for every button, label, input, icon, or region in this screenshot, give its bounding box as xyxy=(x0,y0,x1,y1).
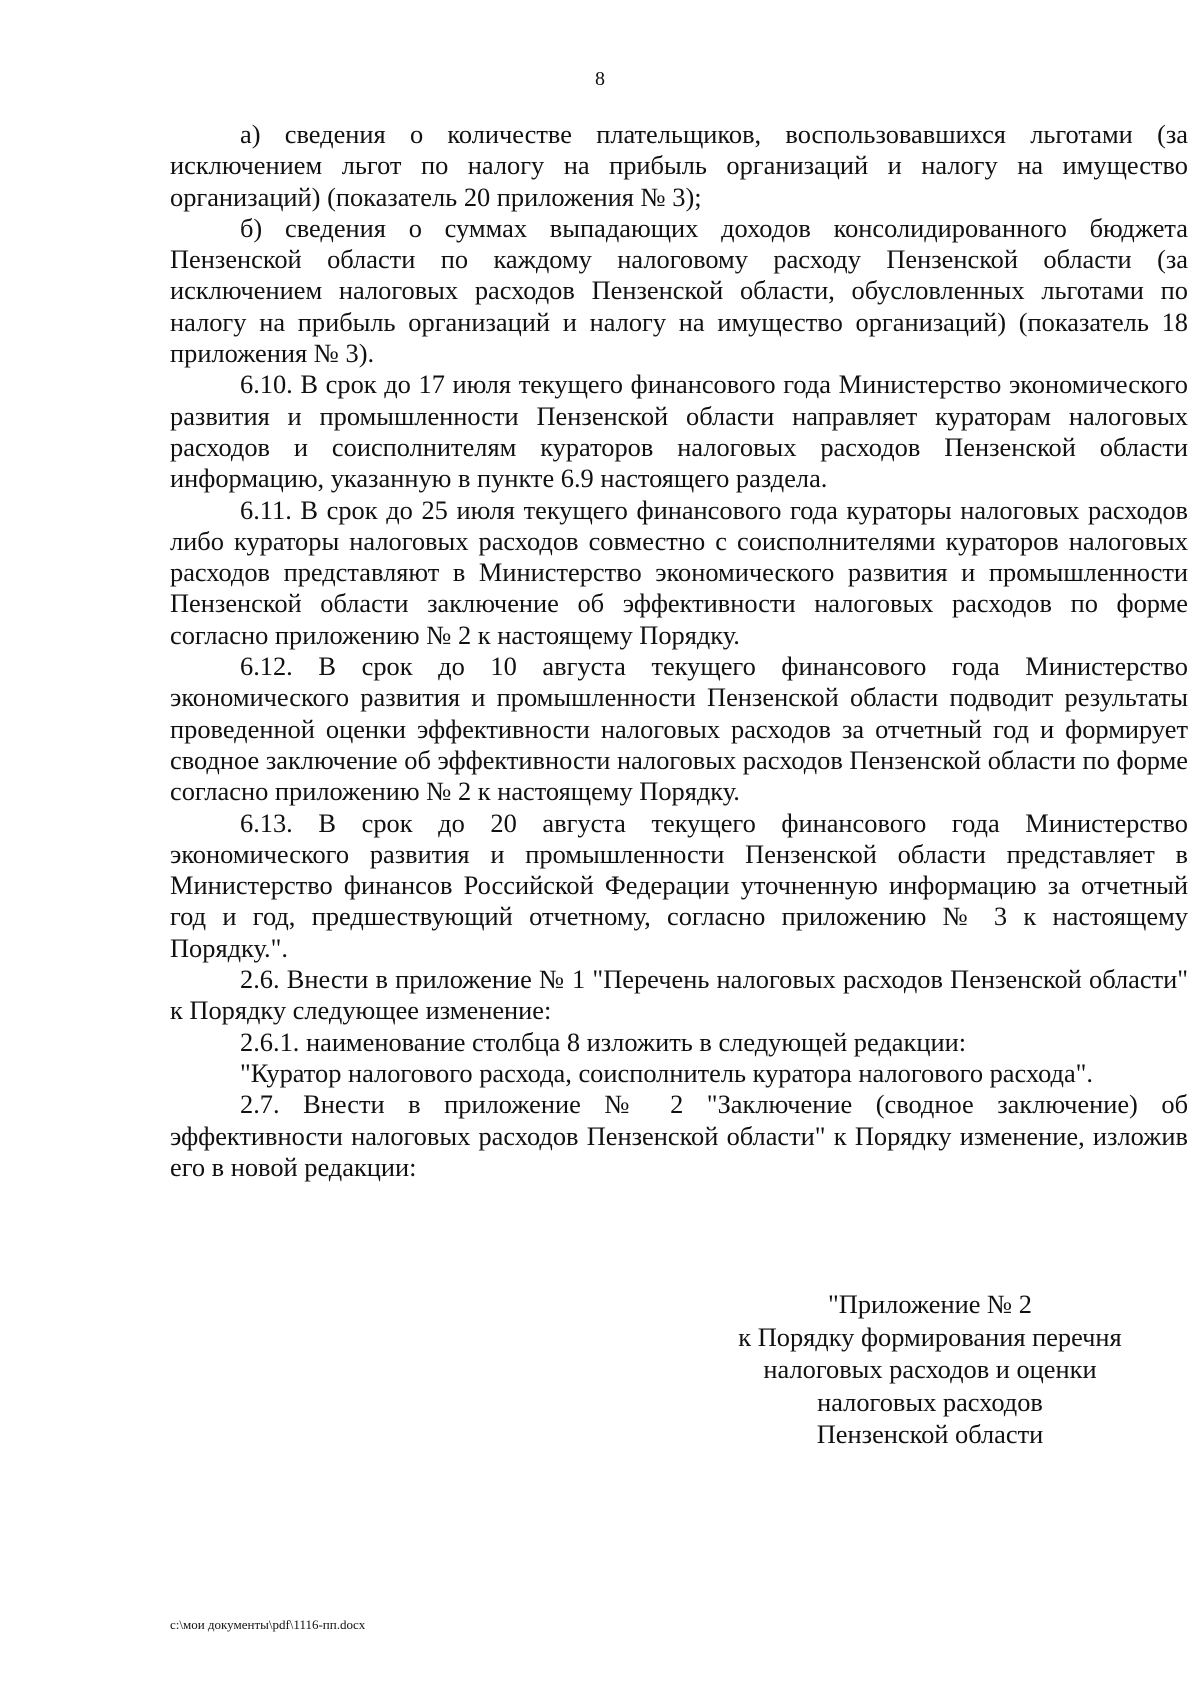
paragraph-6-11: 6.11. В срок до 25 июля текущего финансового года кураторы налоговых расходов либо кураторы налоговых расходов совместно с соисполнителями кураторов налоговых расходов представляют в Министерство экономического развития и промышленности Пензенской области заключение об эффективности налоговых расходов по форме согласно приложению № 2 к настоящему Порядку. xyxy=(170,494,1188,650)
paragraph-column-8-name: "Куратор налогового расхода, соисполнитель куратора налогового расхода". xyxy=(240,1057,1094,1088)
page-number: 8 xyxy=(595,68,605,90)
paragraph-2-6: 2.6. Внести в приложение № 1 "Перечень налоговых расходов Пензенской области" к Порядку следующее изменение: xyxy=(170,964,1188,1026)
appendix-line-4: налоговых расходов xyxy=(817,1386,1043,1417)
paragraph-6-13: 6.13. В срок до 20 августа текущего финансового года Министерство экономического развития и промышленности Пензенской области представляет в Министерство финансов Российской Федерации уточненную информацию за отчетный год и год, предшествующий отчетному, согласно приложению № 3 к настоящему Порядку.". xyxy=(170,807,1188,963)
appendix-line-1: "Приложение № 2 xyxy=(828,1289,1032,1319)
paragraph-a-payers-count: а) сведения о количестве плательщиков, воспользовавшихся льготами (за исключением льгот по налогу на прибыль организаций и налогу на имущество организаций) (показатель 20 приложения № 3); xyxy=(170,119,1188,212)
paragraph-2-7: 2.7. Внести в приложение № 2 "Заключение (сводное заключение) об эффективности налоговых расходов Пензенской области" к Порядку изменение, изложив его в новой редакции: xyxy=(170,1089,1188,1182)
paragraph-6-12: 6.12. В срок до 10 августа текущего финансового года Министерство экономического развития и промышленности Пензенской области подводит результаты проведенной оценки эффективности налоговых расходов за отчетный год и формирует сводное заключение об эффективности налоговых расходов Пензенской области по форме согласно приложению № 2 к настоящему Порядку. xyxy=(170,651,1188,807)
paragraph-6-10: 6.10. В срок до 17 июля текущего финансового года Министерство экономического развития и промышленности Пензенской области направляет кураторам налоговых расходов и соисполнителям кураторов налоговых расходов Пензенской области информацию, указанную в пункте 6.9 настоящего раздела. xyxy=(170,369,1188,494)
appendix-line-5: Пензенской области xyxy=(816,1419,1044,1449)
paragraph-2-6-1: 2.6.1. наименование столбца 8 изложить в следующей редакции: xyxy=(240,1026,967,1057)
appendix-heading xyxy=(720,1288,1140,1451)
appendix-line-2: к Порядку формирования перечня xyxy=(738,1321,1122,1352)
document-body xyxy=(170,119,1188,1183)
paragraph-b-lost-revenue: б) сведения о суммах выпадающих доходов консолидированного бюджета Пензенской области по каждому налоговому расходу Пензенской области (за исключением налоговых расходов Пензенской области, обусловленных льготами по налогу на прибыль организаций и налогу на имущество организаций) (показатель 18 приложения № 3). xyxy=(170,212,1188,369)
footer-file-path: c:\мои документы\pdf\1116-пп.docx xyxy=(170,1617,366,1632)
appendix-line-3: налоговых расходов и оценки xyxy=(763,1354,1097,1384)
